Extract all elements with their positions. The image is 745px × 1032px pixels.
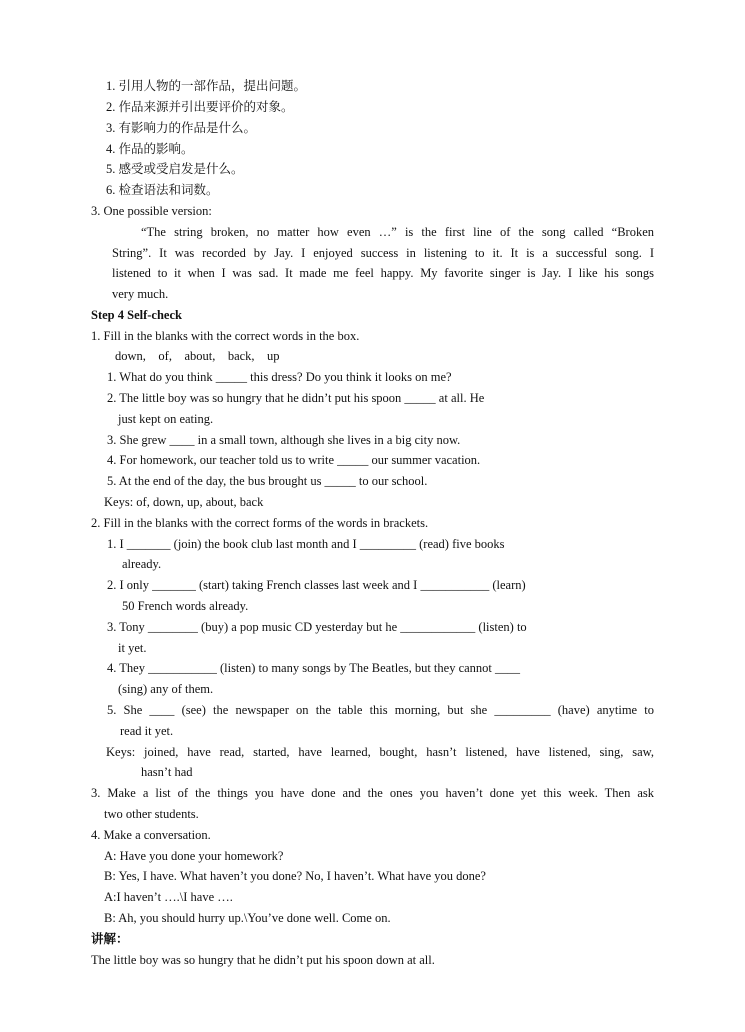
explanation-heading: 讲解： [91,932,129,946]
possible-version-line-1: “The string broken, no matter how even …” is the first line of the song called “Broken [141,225,654,239]
intro-item-1: 1. 引用人物的一部作品，提出问题。 [106,79,307,93]
ex2-item-4-cont: (sing) any of them. [118,682,214,696]
ex4-dialogue-1: A: Have you done your homework? [104,849,284,863]
ex2-item-1-cont: already. [122,557,162,571]
ex2-instruction: 2. Fill in the blanks with the correct forms of the words in brackets. [91,516,429,530]
ex2-item-1: 1. I _______ (join) the book club last month and I _________ (read) five books [107,537,505,551]
ex1-item-1: 1. What do you think _____ this dress? Do you think it looks on me? [107,370,452,384]
ex3-line-2: two other students. [104,807,199,821]
ex4-dialogue-4: B: Ah, you should hurry up.\You’ve done well. Come on. [104,911,391,925]
ex3-line-1: 3. Make a list of the things you have done and the ones you haven’t done yet this week. Then ask [91,786,654,800]
intro-item-5: 5. 感受或受启发是什么。 [106,162,244,176]
intro-item-4: 4. 作品的影响。 [106,142,194,156]
ex2-item-3-cont: it yet. [118,641,147,655]
explanation-text: The little boy was so hungry that he didn’t put his spoon down at all. [91,953,435,967]
possible-version-line-4: very much. [112,287,169,301]
ex2-item-5-cont: read it yet. [120,724,174,738]
intro-item-6: 6. 检查语法和词数。 [106,183,219,197]
possible-version-heading: 3. One possible version: [91,204,212,218]
ex2-item-3: 3. Tony ________ (buy) a pop music CD yesterday but he ____________ (listen) to [107,620,527,634]
possible-version-line-2: String”. It was recorded by Jay. I enjoyed success in listening to it. It is a successful song. I [112,246,654,260]
ex2-item-2-cont: 50 French words already. [122,599,249,613]
ex1-item-2: 2. The little boy was so hungry that he didn’t put his spoon _____ at all. He [107,391,485,405]
ex1-item-2-cont: just kept on eating. [118,412,214,426]
ex1-item-3: 3. She grew ____ in a small town, although she lives in a big city now. [107,433,461,447]
ex2-keys-line-1: Keys: joined, have read, started, have learned, bought, hasn’t listened, have listened, sing, saw, [106,745,654,759]
intro-item-2: 2. 作品来源并引出要评价的对象。 [106,100,294,114]
ex2-item-4: 4. They ___________ (listen) to many songs by The Beatles, but they cannot ____ [107,661,521,675]
ex4-dialogue-2: B: Yes, I have. What haven’t you done? No, I haven’t. What have you done? [104,869,486,883]
ex2-item-5: 5. She ____ (see) the newspaper on the table this morning, but she _________ (have) anytime to [107,703,654,717]
ex1-instruction: 1. Fill in the blanks with the correct words in the box. [91,329,360,343]
ex1-item-4: 4. For homework, our teacher told us to write _____ our summer vacation. [107,453,481,467]
ex1-word-box: down, of, about, back, up [115,349,280,363]
ex4-dialogue-3: A:I haven’t ….\I have …. [104,890,233,904]
ex4-instruction: 4. Make a conversation. [91,828,211,842]
ex1-keys: Keys: of, down, up, about, back [104,495,264,509]
ex2-item-2: 2. I only _______ (start) taking French classes last week and I ___________ (learn) [107,578,526,592]
ex2-keys-line-2: hasn’t had [141,765,193,779]
intro-item-3: 3. 有影响力的作品是什么。 [106,121,257,135]
step4-heading: Step 4 Self-check [91,308,182,322]
possible-version-line-3: listened to it when I was sad. It made me feel happy. My favorite singer is Jay. I like his songs [112,266,654,280]
ex1-item-5: 5. At the end of the day, the bus brought us _____ to our school. [107,474,428,488]
